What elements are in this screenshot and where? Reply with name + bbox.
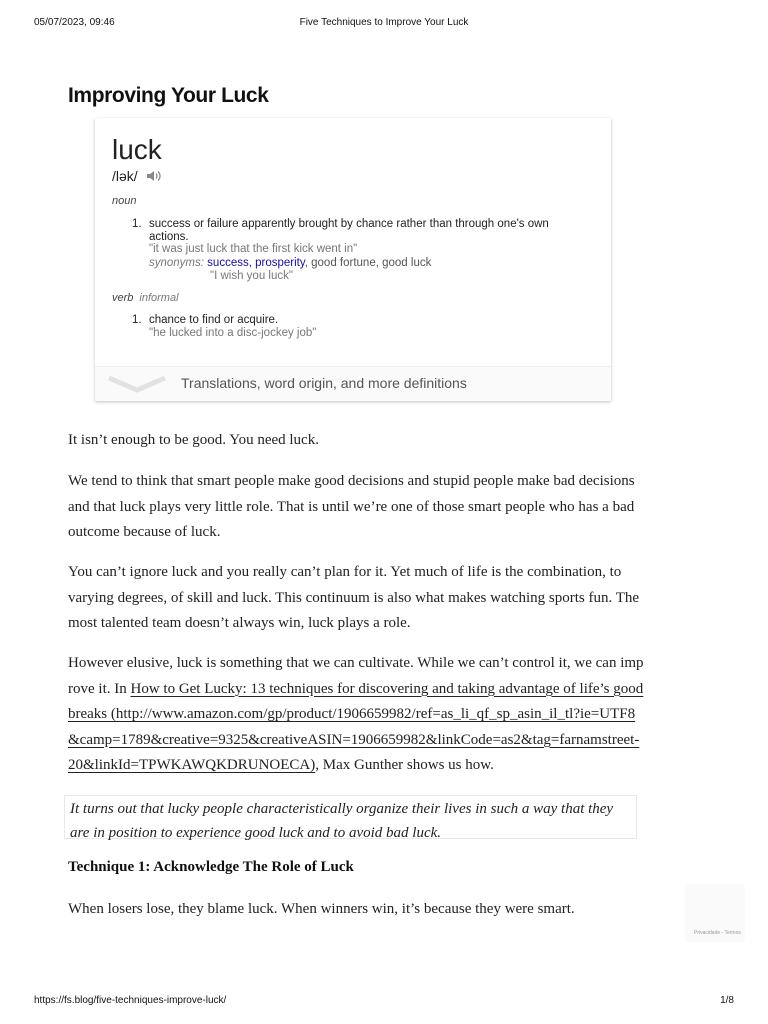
synonyms-rest: , good fortune, good luck [304,257,432,269]
verb-register: informal [139,292,179,304]
technique-1-heading: Technique 1: Acknowledge The Role of Luck [68,859,354,875]
print-page-number: 1/8 [720,995,734,1006]
technique-1-paragraph: When losers lose, they blame luck. When winners win, it’s because they were smart. [68,901,575,917]
synonym-example: "I wish you luck" [210,270,293,282]
noun-example: "it was just luck that the first kick went in" [149,243,358,255]
paragraph-4 [68,651,644,779]
print-url: https://fs.blog/five-techniques-improve-luck/ [34,995,227,1006]
dictionary-phonetic [112,168,162,186]
noun-label: noun [112,195,137,207]
paragraph-1: It isn’t enough to be good. You need luck. [68,432,319,448]
print-page-title: Five Techniques to Improve Your Luck [299,17,469,28]
paragraph-4-start: However elusive, luck is something that we can cultivate. While we can’t control it, we can improve it. In [68,655,644,697]
verb-sense-number: 1. [132,314,142,326]
dictionary-card-image [95,118,611,401]
synonyms-line [149,257,431,269]
verb-example: "he lucked into a disc-jockey job" [149,327,317,339]
dictionary-footer [95,366,611,401]
synonym-links: success, prosperity [207,257,305,269]
more-definitions-link: Translations, word origin, and more definitions [181,375,467,391]
synonyms-label: synonyms: [149,257,204,269]
print-datetime: 05/07/2023, 09:46 [34,17,115,28]
book-link[interactable]: How to Get Lucky: 13 techniques for discovering and taking advantage of life’s good breaks (http://www.amazon.com/gp/product/1906659982/ref=as_li_qf_sp_asin_il_tl?ie=UTF8&camp=1789&creative=9325&creativeASIN=1906659982&linkCode=as2&tag=farnamstreet-20&linkId=TPWKAWQKDRUNOECA) [68,680,644,773]
verb-label: verb [112,292,134,304]
verb-label-line [112,292,179,304]
pull-quote: It turns out that lucky people characteristically organize their lives in such a way that they are in position to experience good luck and to avoid bad luck. [64,795,637,839]
speaker-icon [146,169,162,186]
noun-sense-number: 1. [132,218,142,230]
dictionary-word: luck [112,134,162,165]
paragraph-2: We tend to think that smart people make good decisions and stupid people make bad decisions and that luck plays very little role. That is until we’re one of those smart people who has a bad outcome because of luck. [68,473,635,540]
noun-definition: success or failure apparently brought by chance rather than through one's own actions. [149,218,549,243]
chevron-down-icon [107,375,167,398]
recaptcha-badge-text[interactable]: Privacidade - Termos [694,930,741,936]
paragraph-3: You can’t ignore luck and you really can’t plan for it. Yet much of life is the combination, to varying degrees, of skill and luck. This continuum is also what makes watching sports fun. The most talented team doesn’t always win, luck plays a role. [68,564,640,631]
article-heading: Improving Your Luck [68,84,269,107]
verb-definition: chance to find or acquire. [149,314,279,326]
phonetic-text: /lək/ [112,168,138,184]
paragraph-4-end: , Max Gunther shows us how. [315,757,494,773]
